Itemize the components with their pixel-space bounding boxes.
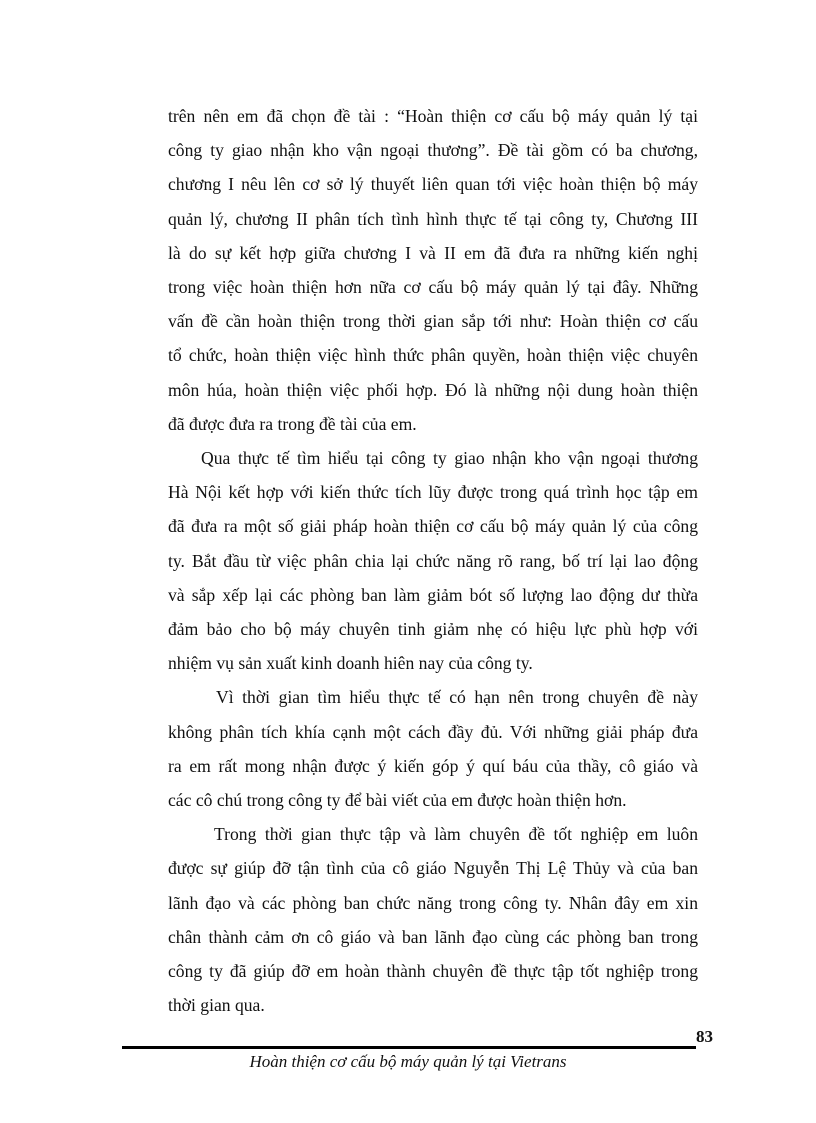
paragraph-4-line: Trong thời gian thực tập và làm chuyên đề tốt nghiệp em luôn: [214, 824, 698, 845]
paragraph-1-line: tổ chức, hoàn thiện việc hình thức phân quyền, hoàn thiện việc chuyên: [168, 345, 698, 366]
paragraph-2-line: Hà Nội kết hợp với kiến thức tích lũy được trong quá trình học tập em: [168, 482, 698, 503]
paragraph-2-line: ty. Bắt đầu từ việc phân chia lại chức năng rõ rang, bố trí lại lao động: [168, 550, 698, 571]
paragraph-2-line: nhiệm vụ sản xuất kinh doanh hiên nay của công ty.: [168, 653, 533, 674]
paragraph-4-line: thời gian qua.: [168, 995, 265, 1016]
paragraph-1-line: vấn đề cần hoàn thiện trong thời gian sắp tới như: Hoàn thiện cơ cấu: [168, 311, 698, 332]
page-number: 83: [696, 1027, 713, 1046]
paragraph-2-line: đảm bảo cho bộ máy chuyên tinh giảm nhẹ có hiệu lực phù hợp với: [168, 619, 698, 640]
paragraph-4-line: công ty đã giúp đỡ em hoàn thành chuyên đề thực tập tốt nghiệp trong: [168, 961, 698, 982]
footer-title: Hoàn thiện cơ cấu bộ máy quản lý tại Vietrans: [249, 1052, 567, 1071]
paragraph-3-line: không phân tích khía cạnh một cách đầy đủ. Với những giải pháp đưa: [168, 721, 698, 742]
paragraph-3-line: Vì thời gian tìm hiểu thực tế có hạn nên trong chuyên đề này: [216, 687, 698, 708]
paragraph-2-line: và sắp xếp lại các phòng ban làm giảm bót số lượng lao động dư thừa: [168, 584, 698, 605]
paragraph-1-line: đã được đưa ra trong đề tài của em.: [168, 413, 417, 434]
paragraph-1-line: trên nên em đã chọn đề tài : “Hoàn thiện cơ cấu bộ máy quản lý tại: [168, 106, 698, 126]
body-text: [168, 99, 698, 1022]
paragraph-4-line: chân thành cảm ơn cô giáo và ban lãnh đạo cùng các phòng ban trong: [168, 926, 698, 947]
paragraph-4-line: được sự giúp đỡ tận tình của cô giáo Nguyễn Thị Lệ Thủy và của ban: [168, 858, 698, 879]
paragraph-1-line: công ty giao nhận kho vận ngoại thương”. Đề tài gồm có ba chương,: [168, 140, 698, 161]
paragraph-2-line: Qua thực tế tìm hiểu tại công ty giao nhận kho vận ngoại thương: [201, 448, 698, 469]
paragraph-3-line: ra em rất mong nhận được ý kiến góp ý quí báu của thầy, cô giáo và: [168, 755, 698, 776]
paragraph-1-line: là do sự kết hợp giữa chương I và II em đã đưa ra những kiến nghị: [168, 242, 698, 263]
paragraph-3-line: các cô chú trong công ty để bài viết của em được hoàn thiện hơn.: [168, 790, 627, 811]
footer-divider: [122, 1046, 696, 1049]
paragraph-1-line: quản lý, chương II phân tích tình hình thực tế tại công ty, Chương III: [168, 208, 698, 229]
paragraph-1-line: trong việc hoàn thiện hơn nữa cơ cấu bộ máy quản lý tại đây. Những: [168, 277, 698, 298]
paragraph-4-line: lãnh đạo và các phòng ban chức năng trong công ty. Nhân đây em xin: [168, 892, 698, 913]
paragraph-2-line: đã đưa ra một số giải pháp hoàn thiện cơ cấu bộ máy quản lý của công: [168, 516, 698, 537]
paragraph-1-line: môn húa, hoàn thiện việc phối hợp. Đó là những nội dung hoàn thiện: [168, 379, 698, 400]
paragraph-1-line: chương I nêu lên cơ sở lý thuyết liên quan tới việc hoàn thiện bộ máy: [168, 174, 698, 195]
